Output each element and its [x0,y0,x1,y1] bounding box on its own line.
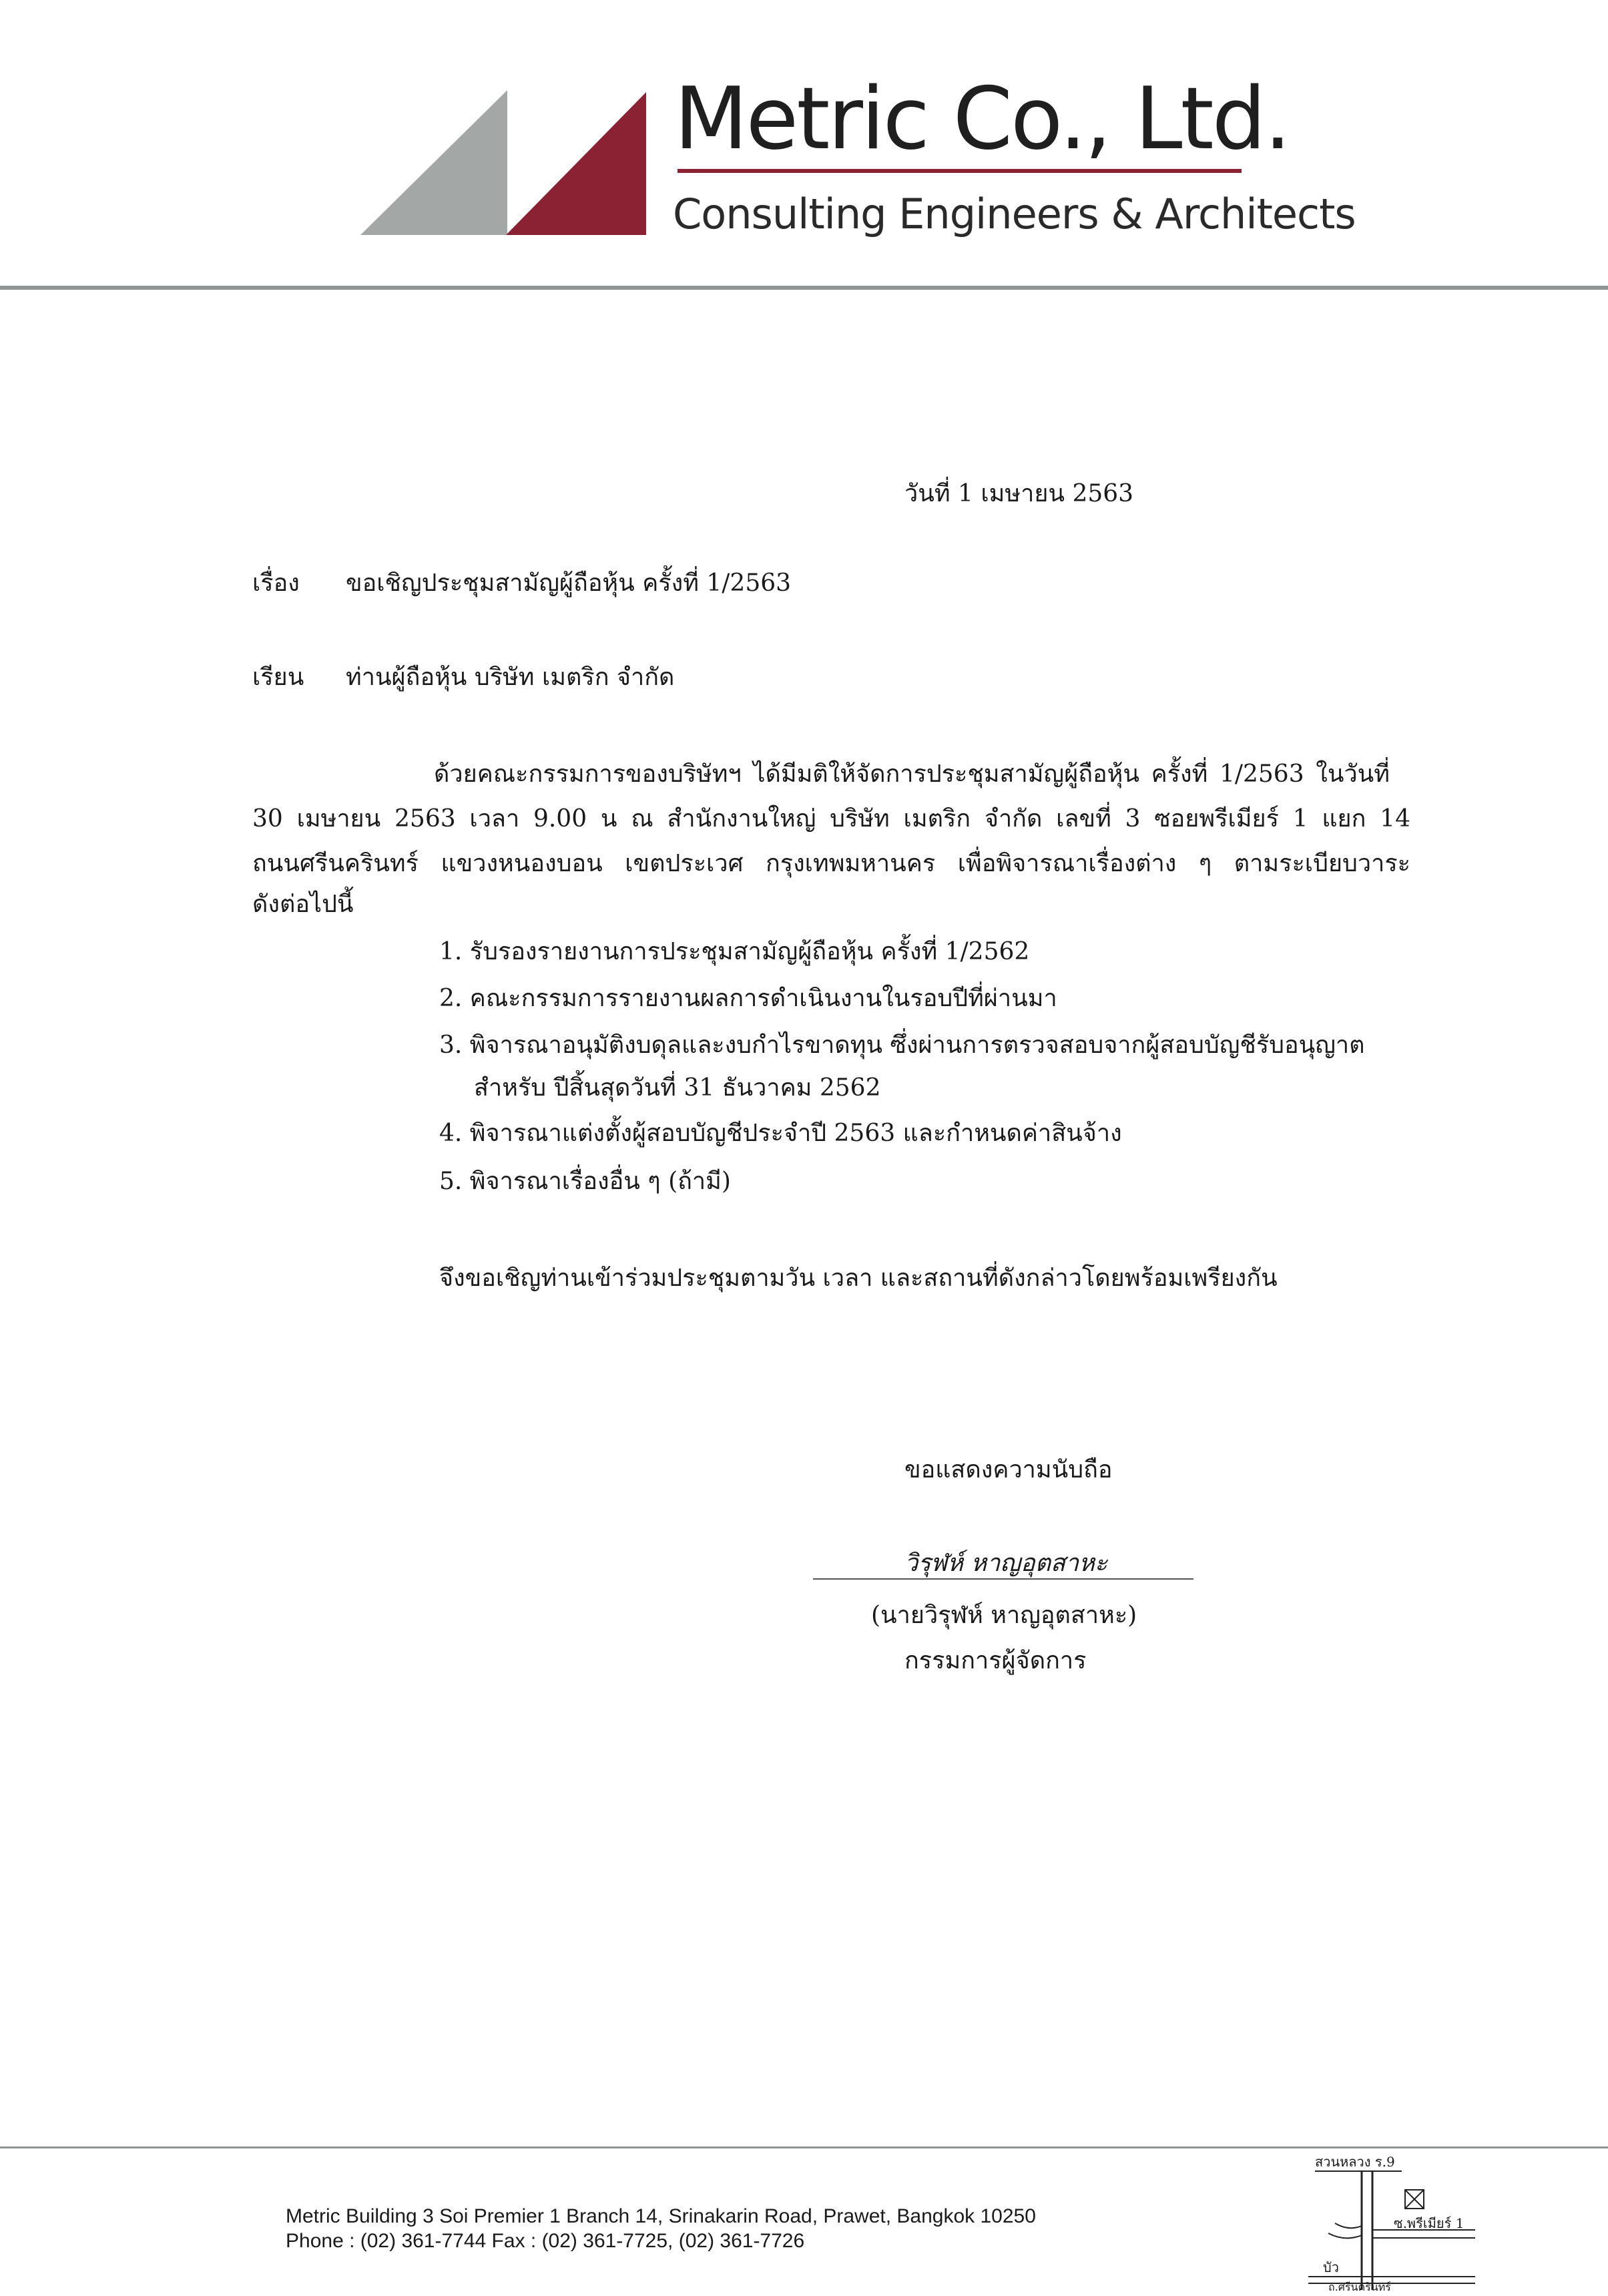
location-map [1308,2154,1482,2293]
company-logo [360,90,654,237]
header-divider [0,286,1608,290]
signer-title: กรรมการผู้จัดการ [904,1647,1087,1674]
signature: วิรุฬห์ หาญอุตสาหะ [904,1550,1108,1577]
closing-sentence: จึงขอเชิญท่านเข้าร่วมประชุมตามวัน เวลา และสถานที่ดังกล่าวโดยพร้อมเพรียงกัน [439,1265,1278,1292]
agenda-item-4: 4. พิจารณาแต่งตั้งผู้สอบบัญชีประจำปี 2563 และกำหนดค่าสินจ้าง [439,1120,1122,1147]
body-line-4: ดังต่อไปนี้ [252,891,354,918]
map-label-park: สวนหลวง ร.9 [1315,2154,1395,2170]
letter-date: วันที่ 1 เมษายน 2563 [904,480,1134,507]
body-line-2: 30 เมษายน 2563 เวลา 9.00 น ณ สำนักงานใหญ่ บริษัท เมตริก จำกัด เลขที่ 3 ซอยพรีเมียร์ 1 แยก 14 [252,805,1410,833]
sign-off: ขอแสดงความนับถือ [904,1456,1113,1483]
map-label-road: ถ.ศรีนครินทร์ [1328,2281,1391,2293]
agenda-item-5: 5. พิจารณาเรื่องอื่น ๆ (ถ้ามี) [439,1168,731,1195]
agenda-item-1: 1. รับรองรายงานการประชุมสามัญผู้ถือหุ้น ครั้งที่ 1/2562 [439,938,1030,965]
company-name-underline [678,169,1242,173]
agenda-item-2: 2. คณะกรรมการรายงานผลการดำเนินงานในรอบปีที่ผ่านมา [439,985,1057,1012]
recipient-label: เรียน [252,664,304,691]
agenda-item-3-cont: สำหรับ ปีสิ้นสุดวันที่ 31 ธันวาคม 2562 [474,1074,881,1102]
signature-line [813,1578,1193,1580]
footer-divider [0,2146,1608,2148]
body-line-1: ด้วยคณะกรรมการของบริษัทฯ ได้มีมติให้จัดการประชุมสามัญผู้ถือหุ้น ครั้งที่ 1/2563 ในวันที่ [434,760,1390,788]
agenda-item-3: 3. พิจารณาอนุมัติงบดุลและงบกำไรขาดทุน ซึ่งผ่านการตรวจสอบจากผู้สอบบัญชีรับอนุญาต [439,1031,1365,1059]
recipient-text: ท่านผู้ถือหุ้น บริษัท เมตริก จำกัด [346,664,675,691]
body-line-3: ถนนศรีนครินทร์ แขวงหนองบอน เขตประเวศ กรุงเทพมหานคร เพื่อพิจารณาเรื่องต่าง ๆ ตามระเบียบวาระ [252,850,1410,877]
map-label-soi: ซ.พรีเมียร์ 1 [1394,2215,1464,2231]
signer-name: (นายวิรุฬห์ หาญอุตสาหะ) [871,1602,1137,1629]
footer-address: Metric Building 3 Soi Premier 1 Branch 14, Srinakarin Road, Prawet, Bangkok 10250 [286,2205,1036,2227]
company-name: Metric Co., Ltd. [674,69,1290,169]
logo-grey-triangle [360,90,507,235]
map-label-lotus: บัว [1323,2259,1339,2275]
footer-contact: Phone : (02) 361-7744 Fax : (02) 361-7725, (02) 361-7726 [286,2230,805,2252]
subject-text: ขอเชิญประชุมสามัญผู้ถือหุ้น ครั้งที่ 1/2563 [346,569,792,597]
company-tagline: Consulting Engineers & Architects [673,190,1356,238]
subject-label: เรื่อง [252,569,300,597]
logo-maroon-triangle [506,92,646,235]
